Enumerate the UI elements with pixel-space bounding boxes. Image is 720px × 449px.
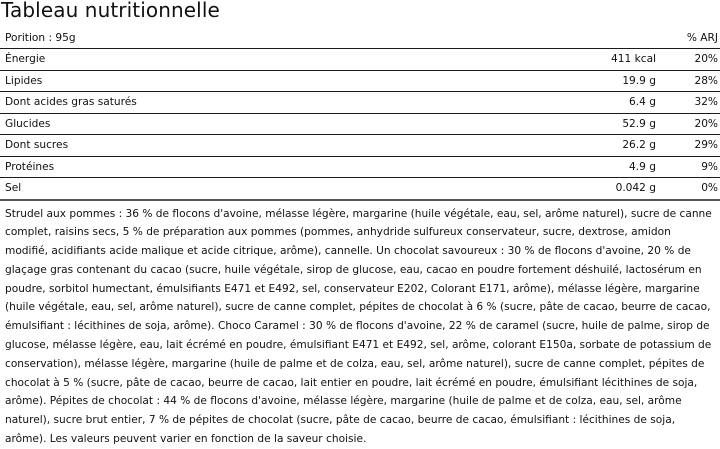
table-header-row <box>0 27 720 49</box>
row-value: 52.9 g <box>506 113 656 135</box>
row-pct: 20% <box>656 49 720 71</box>
ingredients-text: Strudel aux pommes : 36 % de flocons d'avoine, mélasse légère, margarine (huile végétale, eau, sel, arôme naturel), sucre de canne complet, raisins secs, 5 % de préparation aux pommes (pommes, anhydride sulfureux conservateur, sucre, dextrose, amidon modifié, acidifiants acide malique et acide citrique, arôme), cannelle. Un chocolat savoureux : 30 % de flocons d'avoine, 20 % de glaçage gras contenant du cacao (sucre, huile végétale, sirop de glucose, eau, cacao en poudre fortement déshuilé, lactosérum en poudre, sorbitol humectant, émulsifiants E471 et E492, sel, conservateur E202, Colorant E171, arôme), mélasse légère, margarine (huile végétale, eau, sel, arôme naturel), sucre de canne complet, pépites de chocolat à 6 % (sucre, pâte de cacao, beurre de cacao, émulsifiant : lécithines de soja, arôme). Choco Caramel : 30 % de flocons d'avoine, 22 % de caramel (sucre, huile de palme, sirop de glucose, mélasse légère, eau, lait écrémé en poudre, émulsifiant E471 et E492, sel, arôme, colorant E150a, sorbate de potassium de conservation), mélasse légère, margarine (huile de palme et de colza, eau, sel, arôme naturel), sucre de canne complet, pépites de chocolat à 5 % (sucre, pâte de cacao, beurre de cacao, lait entier en poudre, lait écrémé en poudre, émulsifiant lécithines de soja, arôme). Pépites de chocolat : 44 % de flocons d'avoine, mélasse légère, margarine (huile de palme et de colza, eau, sel, arôme naturel), sucre brut entier, 7 % de pépites de chocolat (sucre, pâte de cacao, beurre de cacao, émulsifiant : lécithines de soja, arôme). Les valeurs peuvent varier en fonction de la saveur choisie. <box>5 207 712 446</box>
row-label: Lipides <box>0 70 506 92</box>
row-value: 411 kcal <box>506 49 656 71</box>
row-pct: 0% <box>656 178 720 200</box>
table-row-sel <box>0 178 720 200</box>
pct-header: % ARJ <box>656 27 720 49</box>
row-pct: 29% <box>656 135 720 157</box>
row-pct: 20% <box>656 113 720 135</box>
table-row-energie <box>0 49 720 71</box>
row-label: Sel <box>0 178 506 200</box>
table-row-glucides <box>0 113 720 135</box>
row-value: 4.9 g <box>506 156 656 178</box>
table-row-proteines <box>0 156 720 178</box>
row-value: 19.9 g <box>506 70 656 92</box>
row-label: Énergie <box>0 49 506 71</box>
table-row-lipides <box>0 70 720 92</box>
row-label: Glucides <box>0 113 506 135</box>
row-pct: 9% <box>656 156 720 178</box>
page-title: Tableau nutritionnelle <box>1 0 220 22</box>
table-row-acides-gras-satures <box>0 92 720 114</box>
portion-label: Porition : 95g <box>0 27 506 49</box>
value-header <box>506 27 656 49</box>
row-value: 0.042 g <box>506 178 656 200</box>
row-pct: 32% <box>656 92 720 114</box>
row-value: 6.4 g <box>506 92 656 114</box>
row-pct: 28% <box>656 70 720 92</box>
row-label: Dont acides gras saturés <box>0 92 506 114</box>
row-label: Dont sucres <box>0 135 506 157</box>
row-value: 26.2 g <box>506 135 656 157</box>
row-label: Protéines <box>0 156 506 178</box>
table-row-sucres <box>0 135 720 157</box>
nutrition-table <box>0 27 720 201</box>
